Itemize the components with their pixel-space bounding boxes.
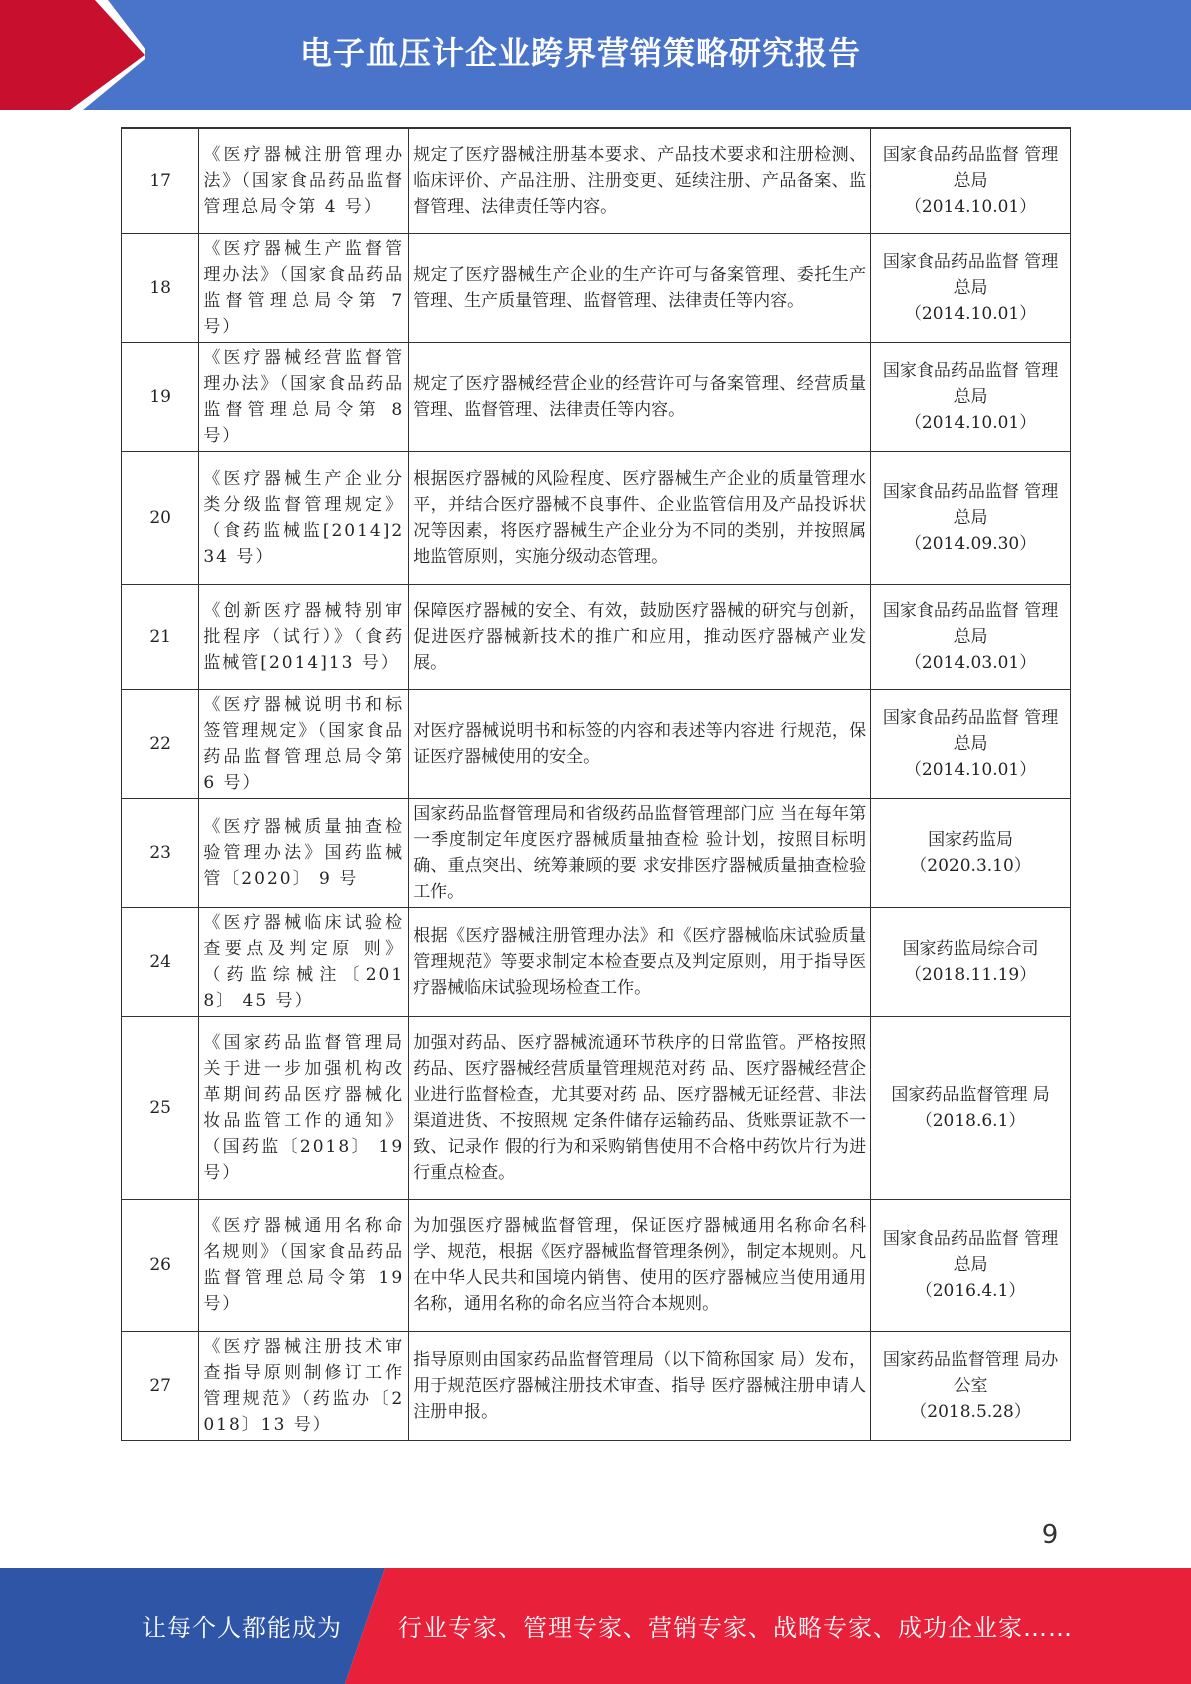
authority-name: 国家药品监督管理 局办公室 — [882, 1349, 1059, 1396]
table-row — [122, 798, 1071, 907]
row-number: 18 — [122, 233, 199, 342]
effective-date: （2014.03.01） — [904, 652, 1037, 673]
regulation-description: 对医疗器械说明书和标签的内容和表述等内容进 行规范，保证医疗器械使用的安全。 — [409, 689, 871, 798]
effective-date: （2014.10.01） — [904, 759, 1037, 780]
row-number: 27 — [122, 1331, 199, 1440]
effective-date: （2014.10.01） — [904, 303, 1037, 324]
authority-name: 国家药监局综合司 — [902, 938, 1039, 959]
regulation-description: 加强对药品、医疗器械流通环节秩序的日常监管。严格按照药品、医疗器械经营质量管理规范对药 品、医疗器械经营企业进行监督检查，尤其要对药 品、医疗器械无证经营、非法渠道进货、不按照规 定条件储存运输药品、货账票证款不一致、记录作 假的行为和采购销售使用不合格中药饮片行为进 行重点检查。 — [409, 1016, 871, 1199]
regulation-name: 《医疗器械质量抽查检验管理办法》国药监械管〔2020〕 9 号 — [199, 798, 409, 907]
issuing-authority — [871, 798, 1071, 907]
authority-name: 国家食品药品监督 管理总局 — [882, 251, 1059, 298]
authority-name: 国家食品药品监督 管理总局 — [882, 144, 1059, 191]
issuing-authority — [871, 451, 1071, 584]
issuing-authority — [871, 342, 1071, 451]
table-row — [122, 907, 1071, 1016]
regulation-name: 《医疗器械生产企业分类分级监督管理规定》（食药监械监[2014]234 号） — [199, 451, 409, 584]
footer-slogan-right: 行业专家、管理专家、营销专家、战略专家、成功企业家…… — [398, 1614, 1073, 1642]
regulation-name: 《医疗器械经营监督管理办法》（国家食品药品监督管理总局令第 8 号） — [199, 342, 409, 451]
table-row — [122, 128, 1071, 233]
effective-date: （2018.6.1） — [915, 1110, 1026, 1131]
regulations-table — [121, 127, 1071, 1441]
regulation-description: 根据《医疗器械注册管理办法》和《医疗器械临床试验质量管理规范》等要求制定本检查要点及判定原则，用于指导医疗器械临床试验现场检查工作。 — [409, 907, 871, 1016]
regulation-description: 指导原则由国家药品监督管理局（以下简称国家 局）发布，用于规范医疗器械注册技术审查、指导 医疗器械注册申请人注册申报。 — [409, 1331, 871, 1440]
table-row — [122, 233, 1071, 342]
regulation-description: 国家药品监督管理局和省级药品监督管理部门应 当在每年第一季度制定年度医疗器械质量抽查检 验计划，按照目标明确、重点突出、统筹兼顾的要 求安排医疗器械质量抽查检验工作。 — [409, 798, 871, 907]
page-number: 9 — [1041, 1520, 1059, 1550]
report-title: 电子血压计企业跨界营销策略研究报告 — [300, 34, 862, 72]
table-row — [122, 689, 1071, 798]
regulation-description: 为加强医疗器械监督管理，保证医疗器械通用名称命名科学、规范，根据《医疗器械监督管理条例》，制定本规则。凡在中华人民共和国境内销售、使用的医疗器械应当使用通用名称，通用名称的命名应当符合本规则。 — [409, 1199, 871, 1331]
table-row — [122, 342, 1071, 451]
issuing-authority — [871, 584, 1071, 689]
issuing-authority — [871, 1331, 1071, 1440]
effective-date: （2020.3.10） — [910, 855, 1031, 876]
effective-date: （2014.10.01） — [904, 412, 1037, 433]
row-number: 19 — [122, 342, 199, 451]
table-row — [122, 1016, 1071, 1199]
authority-name: 国家食品药品监督 管理总局 — [882, 360, 1059, 407]
regulation-description: 规定了医疗器械生产企业的生产许可与备案管理、委托生产管理、生产质量管理、监督管理、法律责任等内容。 — [409, 233, 871, 342]
regulation-description: 根据医疗器械的风险程度、医疗器械生产企业的质量管理水平，并结合医疗器械不良事件、企业监管信用及产品投诉状况等因素，将医疗器械生产企业分为不同的类别，并按照属地监管原则，实施分级动态管理。 — [409, 451, 871, 584]
effective-date: （2014.10.01） — [904, 196, 1037, 217]
row-number: 17 — [122, 128, 199, 233]
regulation-name: 《医疗器械注册管理办法》（国家食品药品监督管理总局令第 4 号） — [199, 128, 409, 233]
regulation-description: 规定了医疗器械注册基本要求、产品技术要求和注册检测、临床评价、产品注册、注册变更、延续注册、产品备案、监督管理、法律责任等内容。 — [409, 128, 871, 233]
issuing-authority — [871, 1199, 1071, 1331]
regulation-name: 《医疗器械注册技术审查指导原则制修订工作管理规范》（药监办〔2018〕13 号） — [199, 1331, 409, 1440]
issuing-authority — [871, 1016, 1071, 1199]
authority-name: 国家食品药品监督 管理总局 — [882, 481, 1059, 528]
regulation-name: 《创新医疗器械特别审批程序（试行）》（食药 监械管[2014]13 号） — [199, 584, 409, 689]
header-red-chevron — [0, 0, 145, 110]
issuing-authority — [871, 233, 1071, 342]
regulation-name: 《医疗器械说明书和标签管理规定》（国家食品药品监督管理总局令第 6 号） — [199, 689, 409, 798]
authority-name: 国家食品药品监督 管理总局 — [882, 600, 1059, 647]
table-row — [122, 451, 1071, 584]
effective-date: （2018.5.28） — [910, 1401, 1031, 1422]
table-row — [122, 1199, 1071, 1331]
row-number: 22 — [122, 689, 199, 798]
page-header — [0, 0, 1191, 110]
regulation-name: 《医疗器械通用名称命名规则》（国家食品药品监督管理总局令第 19 号） — [199, 1199, 409, 1331]
issuing-authority — [871, 907, 1071, 1016]
effective-date: （2018.11.19） — [904, 964, 1037, 985]
effective-date: （2016.4.1） — [915, 1281, 1026, 1301]
regulation-description: 保障医疗器械的安全、有效，鼓励医疗器械的研究与创新，促进医疗器械新技术的推广和应用，推动医疗器械产业发展。 — [409, 584, 871, 689]
row-number: 20 — [122, 451, 199, 584]
row-number: 25 — [122, 1016, 199, 1199]
effective-date: （2014.09.30） — [904, 533, 1037, 554]
authority-name: 国家药品监督管理 局 — [891, 1084, 1050, 1105]
authority-name: 国家食品药品监督 管理总局 — [882, 707, 1059, 754]
authority-name: 国家食品药品监督 管理总局 — [882, 1229, 1059, 1275]
regulation-name: 《国家药品监督管理局关于进一步加强机构改革期间药品医疗器械化妆品监管工作的通知》（国药监〔2018〕 19 号） — [199, 1016, 409, 1199]
regulation-name: 《医疗器械临床试验检查要点及判定原 则》（药监综械注〔2018〕 45 号） — [199, 907, 409, 1016]
authority-name: 国家药监局 — [928, 829, 1014, 850]
issuing-authority — [871, 689, 1071, 798]
regulation-name: 《医疗器械生产监督管理办法》（国家食品药品监督管理总局令第 7 号） — [199, 233, 409, 342]
table-row — [122, 1331, 1071, 1440]
row-number: 21 — [122, 584, 199, 689]
row-number: 26 — [122, 1199, 199, 1331]
page-footer — [0, 1568, 1191, 1684]
row-number: 24 — [122, 907, 199, 1016]
table-row — [122, 584, 1071, 689]
row-number: 23 — [122, 798, 199, 907]
issuing-authority — [871, 128, 1071, 233]
footer-slogan-left: 让每个人都能成为 — [142, 1614, 342, 1642]
regulation-description: 规定了医疗器械经营企业的经营许可与备案管理、经营质量管理、监督管理、法律责任等内容。 — [409, 342, 871, 451]
